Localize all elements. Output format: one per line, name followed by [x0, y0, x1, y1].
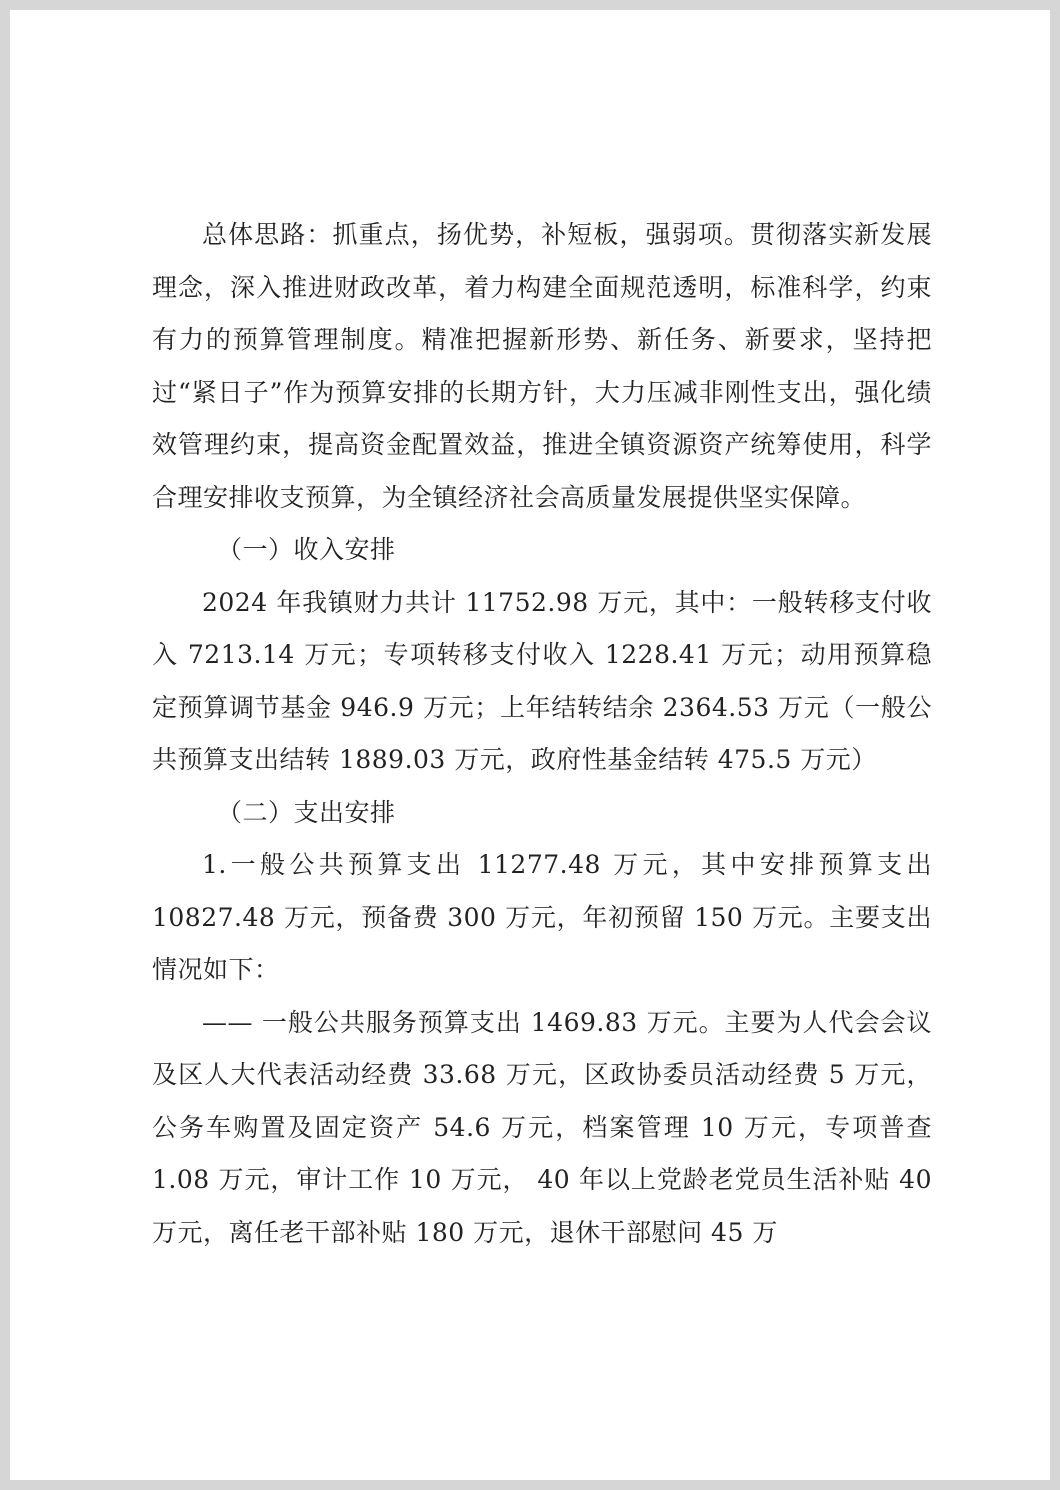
paragraph-general-budget: 1.一般公共预算支出 11277.48 万元，其中安排预算支出 10827.48 万元，预备费 300 万元，年初预留 150 万元。主要支出情况如下：: [152, 850, 932, 984]
paragraph-public-services: —— 一般公共服务预算支出 1469.83 万元。主要为人代会会议及区人大代表活动经费 33.68 万元，区政协委员活动经费 5 万元，公务车购置及固定资产 54.6 万元，档案管理 10 万元，专项普查 1.08 万元，审计工作 10 万元， 40 年以上党龄老党员生活补贴 40 万元，离任老干部补贴 180 万元，退休干部慰问 45 万: [152, 1007, 932, 1247]
paragraph-overall-approach: 总体思路：抓重点，扬优势，补短板，强弱项。贯彻落实新发展理念，深入推进财政改革，着力构建全面规范透明，标准科学，约束有力的预算管理制度。精准把握新形势、新任务、新要求，坚持把过“紧日子”作为预算安排的长期方针，大力压减非刚性支出，强化绩效管理约束，提高资金配置效益，推进全镇资源资产统筹使用，科学合理安排收支预算，为全镇经济社会高质量发展提供坚实保障。: [152, 220, 932, 512]
document-page: [10, 10, 1050, 1480]
section-heading-expenditure: （二）支出安排: [217, 797, 396, 827]
paragraph-income: 2024 年我镇财力共计 11752.98 万元，其中：一般转移支付收入 7213.14 万元；专项转移支付收入 1228.41 万元；动用预算稳定预算调节基金 946.9 万元；上年结转结余 2364.53 万元（一般公共预算支出结转 1889.03 万元，政府性基金结转 475.5 万元）: [152, 587, 932, 774]
section-heading-income: （一）收入安排: [217, 535, 396, 564]
document-body: [152, 209, 932, 1259]
